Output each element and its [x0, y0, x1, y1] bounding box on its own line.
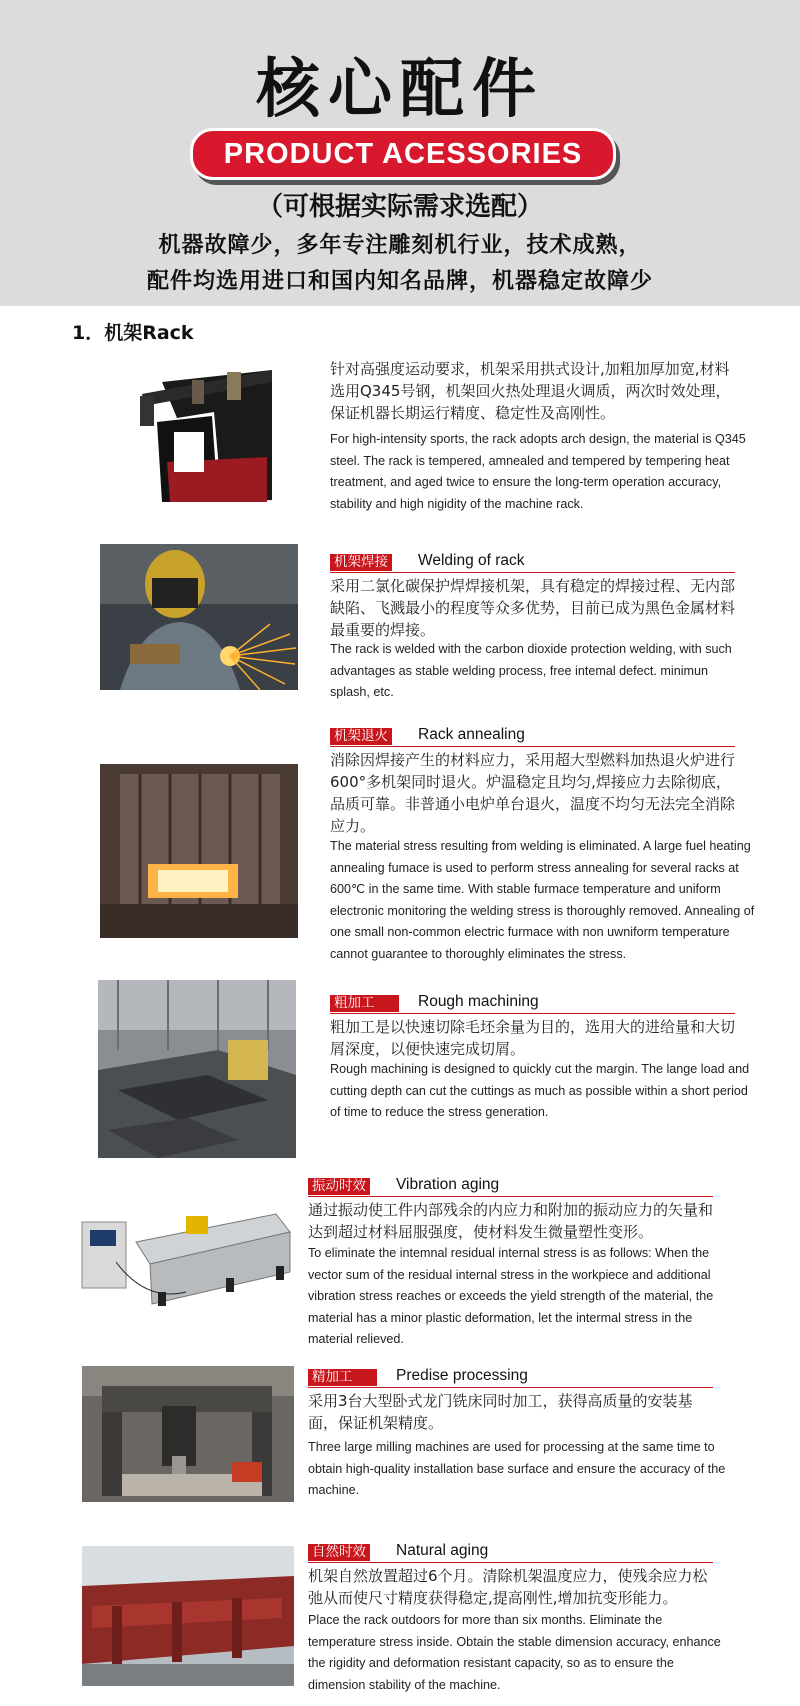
precise-en-text: Three large milling machines are used for processing at the same time to obtain high-quality installation base surface and ensure the accuracy of the machine. [308, 1440, 726, 1497]
welding-rule [330, 572, 735, 573]
natural-title-en: Natural aging [396, 1542, 489, 1559]
precise-title-en: Predise processing [396, 1367, 528, 1384]
rough-title-en: Rough machining [418, 993, 539, 1010]
annealing-rule [330, 746, 735, 747]
natural-tag [308, 1544, 713, 1563]
header-band [0, 0, 800, 306]
vibration-tag [308, 1178, 713, 1197]
vibration-badge: 振动时效 [308, 1178, 370, 1195]
subtitle: （可根据实际需求选配） [256, 192, 543, 222]
vibration-title-en: Vibration aging [396, 1176, 500, 1193]
rough-badge: 粗加工 [330, 995, 399, 1012]
welding-image [100, 544, 298, 690]
annealing-badge: 机架退火 [330, 728, 392, 745]
natural-rule [308, 1562, 713, 1563]
intro-line-1: 机器故障少，多年专注雕刻机行业，技术成熟， [158, 233, 642, 258]
vibration-rule [308, 1196, 713, 1197]
precise-cn-text: 采用3台大型卧式龙门铣床同时加工，获得高质量的安装基面，保证机架精度。 [308, 1392, 693, 1432]
rough-en-text: Rough machining is designed to quickly cut the margin. The lange load and cutting depth can cut the cuttings as much as possible within a short period of time to reduce the stress generation. [330, 1062, 750, 1119]
rough-cn-text: 粗加工是以快速切除毛坯余量为目的，选用大的进给量和大切屑深度，以便快速完成切屑。 [330, 1018, 736, 1058]
rough-tag [330, 995, 735, 1014]
annealing-image [100, 764, 298, 938]
welding-badge: 机架焊接 [330, 554, 392, 571]
welding-en-text: The rack is welded with the carbon dioxide protection welding, with such advantages as stable welding process, free intemal defect. minimun splash, etc. [330, 642, 732, 699]
section-heading: 1．机架Rack [72, 322, 194, 344]
annealing-cn-text: 消除因焊接产生的材料应力，采用超大型燃料加热退火炉进行600°多机架同时退火。炉温稳定且均匀,焊接应力去除彻底，品质可靠。非普通小电炉单台退火，温度不均匀无法完全消除应力。 [330, 751, 736, 835]
product-accessories-banner: PRODUCT ACESSORIES [190, 128, 616, 180]
rough-machining-image [98, 980, 296, 1158]
rack-cn-text: 针对高强度运动要求，机架采用拱式设计,加粗加厚加宽,材料选用Q345号钢，机架回火热处理退火调质，两次时效处理，保证机器长期运行精度、稳定性及高刚性。 [330, 360, 731, 422]
intro-line-2: 配件均选用进口和国内知名品牌，机器稳定故障少 [146, 269, 653, 294]
annealing-title-en: Rack annealing [418, 726, 525, 743]
natural-badge: 自然时效 [308, 1544, 370, 1561]
rack-en-text: For high-intensity sports, the rack adopts arch design, the material is Q345 steel. The rack is tempered, amnealed and tempered by tempering heat treatment, and aged twice to ensure the long-term operation accuracy, stability and high nigidity of the machine rack. [330, 432, 746, 511]
natural-cn-text: 机架自然放置超过6个月。清除机架温度应力，使残余应力松弛从而使尺寸精度获得稳定,提高刚性,增加抗变形能力。 [308, 1567, 708, 1607]
natural-aging-image [82, 1546, 294, 1686]
vibration-cn-text: 通过振动使工件内部残余的内应力和附加的振动应力的矢量和达到超过材料屈服强度，使材料发生微量塑性变形。 [308, 1201, 714, 1241]
vibration-aging-image [76, 1192, 296, 1318]
precise-rule [308, 1387, 713, 1388]
precise-processing-image [82, 1366, 294, 1502]
welding-cn-text: 采用二氯化碳保护焊焊接机架，具有稳定的焊接过程、无内部缺陷、飞溅最小的程度等众多优势，目前已成为黑色金属材料最重要的焊接。 [330, 577, 736, 639]
natural-en-text: Place the rack outdoors for more than six months. Eliminate the temperature stress inside. Obtain the stable dimension accuracy, enhance the rigidity and deformation resistant capacity, so as to ensure the dimension stability of the machine. [308, 1613, 721, 1692]
precise-badge: 精加工 [308, 1369, 377, 1386]
welding-title-en: Welding of rack [418, 552, 525, 569]
page-title: 核心配件 [256, 53, 544, 127]
annealing-tag [330, 728, 735, 747]
annealing-en-text: The material stress resulting from welding is eliminated. A large fuel heating annealing fumace is used to perform stress annealing for several racks at 600℃ in the same time. With stable furmace temperature and uniform electronic monitoring the welding stress is thoroughly removed. Annealing of one small non-common electric furmace with non uwniform temperature cannot guarantee to thoroughly eliminates the stress. [330, 839, 755, 961]
rack-image [122, 352, 280, 504]
precise-tag [308, 1369, 713, 1388]
welding-tag [330, 554, 735, 573]
vibration-en-text: To eliminate the intemnal residual internal stress is as follows: When the vector sum of the residual internal stress in the workpiece and additional vibration stress reaches or exceeds the yield strength of the material, the material has a minor plastic deformation, let the intermal stress in the material relieved. [308, 1246, 714, 1346]
rough-rule [330, 1013, 735, 1014]
